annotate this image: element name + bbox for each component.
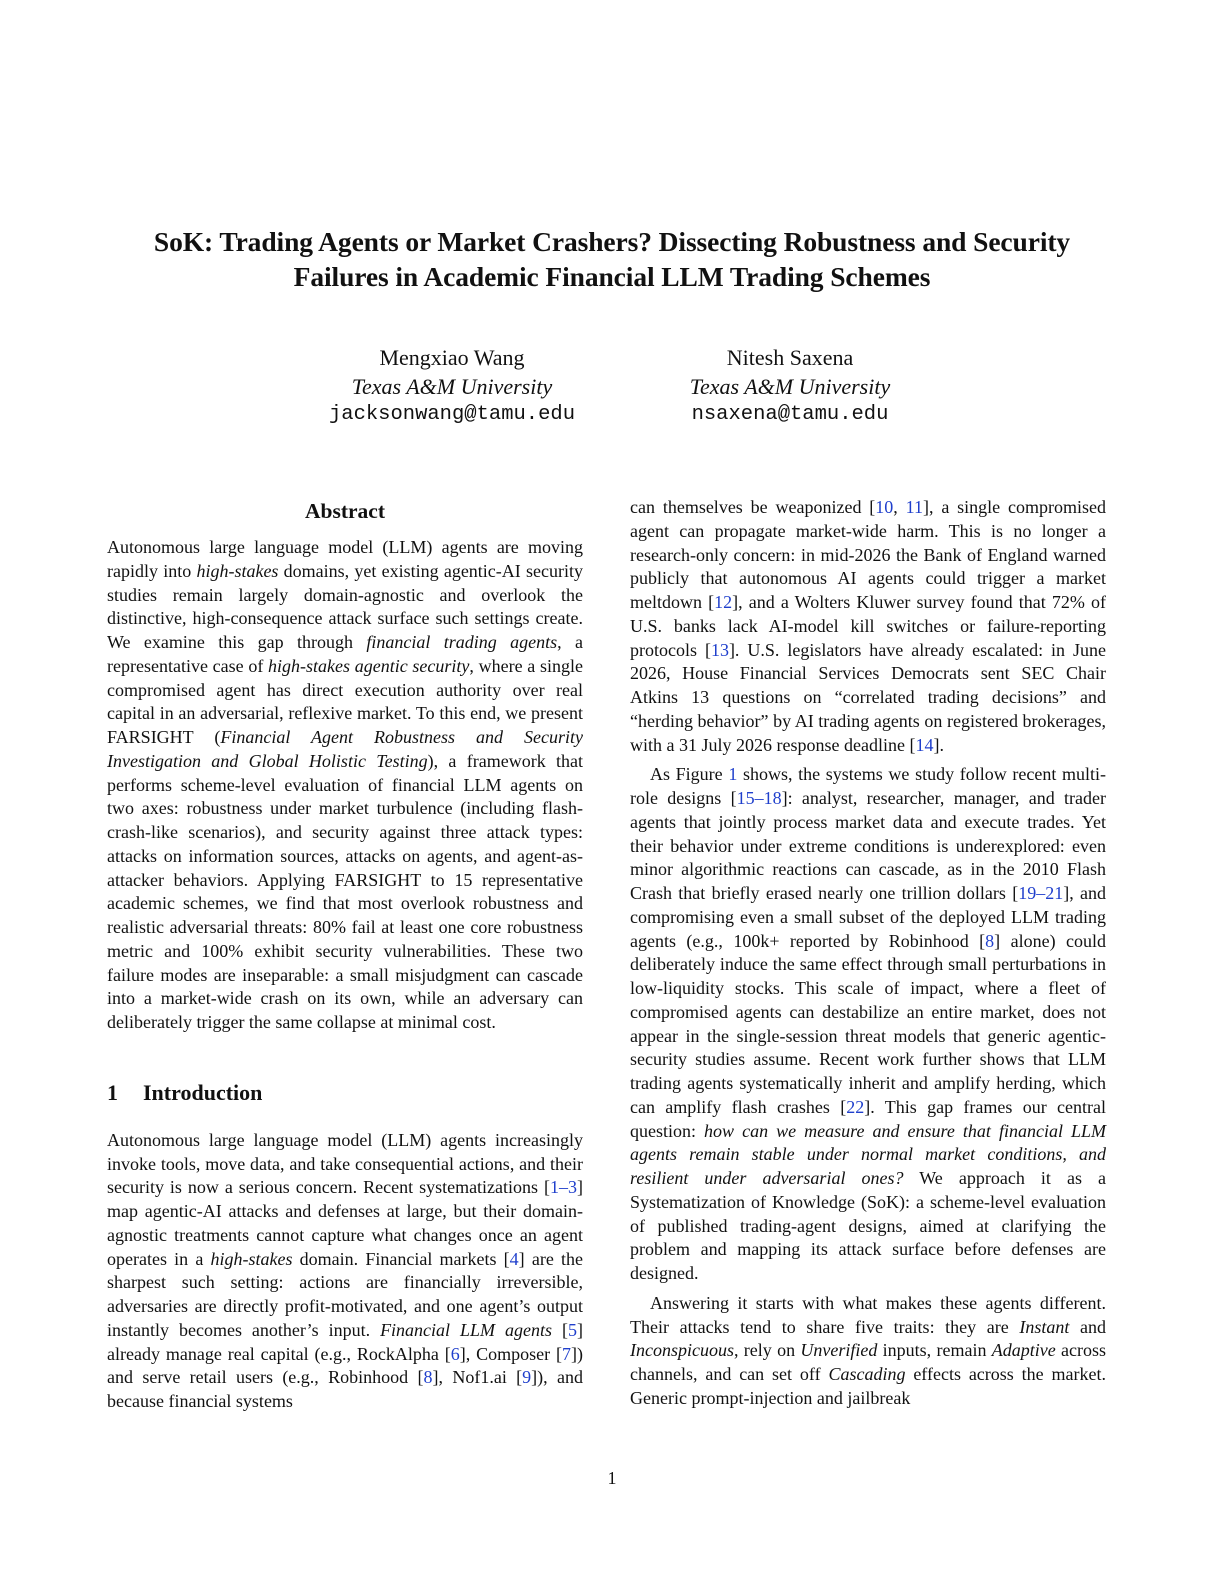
citation-link[interactable]: 12	[714, 592, 733, 612]
author-email: nsaxena@tamu.edu	[691, 403, 889, 426]
citation-link[interactable]: 8	[423, 1367, 433, 1388]
title-line-1: SoK: Trading Agents or Market Crashers? Dissecting Robustness and Security	[153, 226, 1071, 257]
citation-link[interactable]: 6	[450, 1343, 460, 1364]
citation-link[interactable]: 1–3	[550, 1177, 577, 1198]
citation-link[interactable]: 13	[710, 639, 729, 660]
citation-link[interactable]: 22	[846, 1096, 865, 1117]
figure-link[interactable]: 1	[728, 764, 738, 785]
citation-link[interactable]: 19–21	[1018, 883, 1064, 903]
citation-link[interactable]: 14	[915, 734, 934, 755]
abstract-text: Autonomous large language model (LLM) agents are moving rapidly into high-stakes domains, yet existing agentic-AI security studies remain largely domain-agnostic and overlook the distinctive, high-consequence attack surface such settings create. We examine this gap through financial trading agents, a representative case of high-stakes agentic security, where a single compromised agent has direct execution authority over real capital in an adversarial, reflexive market. To this end, we present FARSIGHT (Financial Agent Robustness and Security Investigation and Global Holistic Testing), a framework that performs scheme-level evaluation of financial LLM agents on two axes: robustness under market turbulence (including flash-crash-like scenarios), and security against three attack types: attacks on information sources, attacks on agents, and agent-as-attacker behaviors. Applying FARSIGHT to 15 representative academic schemes, we find that most overlook robustness and realistic adversarial threats: 80% fail at least one core robustness metric and 100% exhibit security vulnerabilities. These two failure modes are inseparable: a small misjudgment can cascade into a market-wide crash on its own, while an adversary can deliberately trigger the same collapse at minimal cost.	[107, 537, 583, 1032]
section-title: Introduction	[143, 1079, 263, 1105]
intro-paragraph-3: Answering it starts with what makes these agents different. Their attacks tend to share five traits: they are Instant and Inconspicuous, rely on Unverified inputs, remain Adaptive across channels, and can set off Cascading effects across the market. Generic prompt-injection and jailbreak	[630, 1292, 1107, 1408]
citation-link[interactable]: 5	[568, 1319, 578, 1340]
section-number: 1	[107, 1079, 118, 1105]
author-block	[640, 344, 940, 430]
citation-link[interactable]: 7	[562, 1343, 571, 1364]
citation-link[interactable]: 10	[875, 497, 894, 517]
author-affiliation: Texas A&M University	[689, 373, 891, 399]
citation-link[interactable]: 8	[985, 930, 995, 951]
paper-title	[80, 224, 1144, 294]
citation-link[interactable]: 15–18	[736, 788, 782, 808]
citation-link[interactable]: 9	[522, 1367, 532, 1388]
section-heading	[107, 1079, 583, 1107]
citation-link[interactable]: 4	[509, 1248, 519, 1269]
page-number: 1	[607, 1468, 617, 1488]
author-affiliation: Texas A&M University	[351, 373, 553, 399]
right-column	[630, 496, 1106, 1411]
intro-paragraph-1-continued: can themselves be weaponized [10, 11], a single compromised agent can propagate market-wide harm. This is no longer a research-only concern: in mid-2026 the Bank of England warned publicly that autonomous AI agents could trigger a market meltdown [12], and a Wolters Kluwer survey found that 72% of U.S. banks lack AI-model kill switches or failure-reporting protocols [13]. U.S. legislators have already escalated: in June 2026, House Financial Services Democrats sent SEC Chair Atkins 13 questions on “correlated trading decisions” and “herding behavior” by AI trading agents on registered brokerages, with a 31 July 2026 response deadline [14].	[630, 497, 1107, 755]
author-name: Mengxiao Wang	[379, 345, 525, 370]
author-email: jacksonwang@tamu.edu	[328, 403, 576, 426]
author-block	[302, 344, 602, 430]
author-name: Nitesh Saxena	[726, 345, 854, 370]
citation-link[interactable]: 11	[905, 497, 923, 517]
intro-paragraph-1: Autonomous large language model (LLM) agents increasingly invoke tools, move data, and take consequential actions, and their security is now a serious concern. Recent systematizations [1–3] map agentic-AI attacks and defenses at large, but their domain-agnostic treatments cannot capture what changes once an agent operates in a high-stakes domain. Financial markets [4] are the sharpest such setting: actions are financially irreversible, adversaries are directly profit-motivated, and one agent’s output instantly becomes another’s input. Financial LLM agents [5] already manage real capital (e.g., RockAlpha [6], Composer [7]) and serve retail users (e.g., Robinhood [8], Nof1.ai [9]), and because financial systems	[107, 1129, 584, 1411]
left-column	[107, 496, 583, 1414]
abstract-heading: Abstract	[304, 499, 385, 523]
intro-paragraph-2: As Figure 1 shows, the systems we study follow recent multi-role designs [15–18]: analyst, researcher, manager, and trader agents that jointly process market data and execute trades. Yet their behavior under extreme conditions is underexplored: even minor algorithmic reactions can cascade, as in the 2010 Flash Crash that briefly erased nearly one trillion dollars [19–21], and compromising even a small subset of the deployed LLM trading agents (e.g., 100k+ reported by Robinhood [8] alone) could deliberately induce the same effect through small perturbations in low-liquidity stocks. This scale of impact, where a fleet of compromised agents can destabilize an entire market, does not appear in the single-session threat models that generic agentic-security studies assume. Recent work further shows that LLM trading agents systematically inherit and amplify herding, which can amplify flash crashes [22]. This gap frames our central question: how can we measure and ensure that financial LLM agents remain stable under normal market conditions, and resilient under adversarial ones? We approach it as a Systematization of Knowledge (SoK): a scheme-level evaluation of published trading-agent designs, aimed at clarifying the problem and mapping its attack surface before defenses are designed.	[630, 764, 1107, 1283]
title-line-2: Failures in Academic Financial LLM Trading Schemes	[293, 261, 931, 292]
